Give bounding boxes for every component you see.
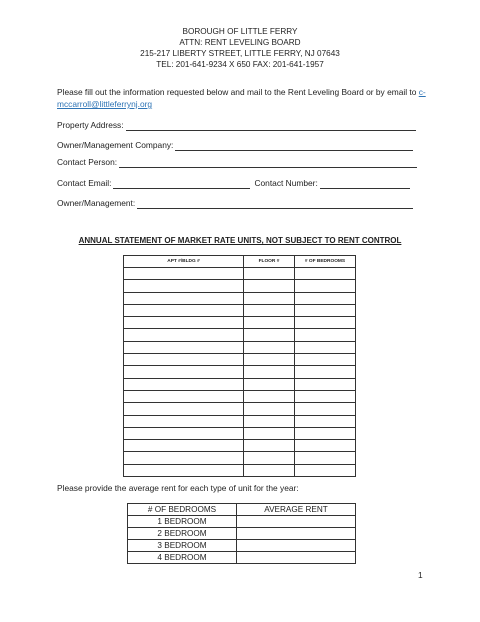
apt-cell[interactable] bbox=[124, 292, 244, 304]
table-row bbox=[124, 427, 356, 439]
bedrooms-cell[interactable] bbox=[295, 292, 356, 304]
floor-cell[interactable] bbox=[244, 440, 295, 452]
contact-email-field bbox=[57, 178, 410, 189]
borough-name: BOROUGH OF LITTLE FERRY bbox=[182, 27, 298, 36]
contact-person-line[interactable] bbox=[119, 158, 417, 168]
floor-cell[interactable] bbox=[244, 464, 295, 476]
table-row bbox=[124, 268, 356, 280]
market-rate-units-table bbox=[123, 255, 356, 477]
floor-cell[interactable] bbox=[244, 403, 295, 415]
apt-cell[interactable] bbox=[124, 354, 244, 366]
table-row bbox=[124, 329, 356, 341]
apt-cell[interactable] bbox=[124, 341, 244, 353]
apt-cell[interactable] bbox=[124, 452, 244, 464]
apt-cell[interactable] bbox=[124, 415, 244, 427]
apt-cell[interactable] bbox=[124, 427, 244, 439]
owner-management-field bbox=[57, 198, 413, 209]
letterhead bbox=[0, 26, 480, 70]
average-rent-table bbox=[127, 503, 356, 564]
table-row bbox=[128, 540, 356, 552]
section-title: ANNUAL STATEMENT OF MARKET RATE UNITS, NOT SUBJECT TO RENT CONTROL bbox=[78, 236, 402, 245]
apt-bldg-header: APT #/BLDG # bbox=[124, 256, 244, 268]
bedrooms-column-header: # OF BEDROOMS bbox=[128, 504, 237, 516]
table-row bbox=[124, 440, 356, 452]
bedroom-type-cell: 2 BEDROOM bbox=[128, 528, 237, 540]
bedrooms-cell[interactable] bbox=[295, 452, 356, 464]
table-row bbox=[124, 403, 356, 415]
contact-email-line[interactable] bbox=[113, 179, 250, 189]
owner-management-label: Owner/Management: bbox=[57, 198, 136, 208]
management-company-field bbox=[57, 140, 413, 151]
contact-number-line[interactable] bbox=[320, 179, 410, 189]
owner-management-line[interactable] bbox=[137, 199, 413, 209]
apt-cell[interactable] bbox=[124, 378, 244, 390]
floor-cell[interactable] bbox=[244, 329, 295, 341]
table-row bbox=[124, 341, 356, 353]
floor-cell[interactable] bbox=[244, 415, 295, 427]
apt-cell[interactable] bbox=[124, 304, 244, 316]
bedrooms-cell[interactable] bbox=[295, 317, 356, 329]
phone-fax: TEL: 201-641-9234 X 650 FAX: 201-641-1957 bbox=[156, 60, 324, 69]
table-row bbox=[124, 390, 356, 402]
table-row bbox=[124, 464, 356, 476]
table-row bbox=[128, 516, 356, 528]
bedroom-type-cell: 3 BEDROOM bbox=[128, 540, 237, 552]
apt-cell[interactable] bbox=[124, 464, 244, 476]
management-company-line[interactable] bbox=[175, 141, 413, 151]
apt-cell[interactable] bbox=[124, 280, 244, 292]
rent-table-header bbox=[128, 504, 356, 516]
contact-email-label: Contact Email: bbox=[57, 178, 112, 188]
property-address-line[interactable] bbox=[126, 121, 416, 131]
apt-cell[interactable] bbox=[124, 403, 244, 415]
bedrooms-cell[interactable] bbox=[295, 341, 356, 353]
table-row bbox=[124, 354, 356, 366]
bedrooms-cell[interactable] bbox=[295, 403, 356, 415]
floor-cell[interactable] bbox=[244, 268, 295, 280]
bedrooms-cell[interactable] bbox=[295, 268, 356, 280]
apt-cell[interactable] bbox=[124, 268, 244, 280]
property-address-label: Property Address: bbox=[57, 120, 124, 130]
bedrooms-cell[interactable] bbox=[295, 427, 356, 439]
bedrooms-cell[interactable] bbox=[295, 304, 356, 316]
bedrooms-cell[interactable] bbox=[295, 390, 356, 402]
bedrooms-cell[interactable] bbox=[295, 329, 356, 341]
street-address: 215-217 LIBERTY STREET, LITTLE FERRY, NJ 07643 bbox=[140, 49, 340, 58]
average-rent-prompt: Please provide the average rent for each type of unit for the year: bbox=[57, 483, 299, 493]
average-rent-column-header: AVERAGE RENT bbox=[237, 504, 356, 516]
floor-cell[interactable] bbox=[244, 341, 295, 353]
apt-cell[interactable] bbox=[124, 329, 244, 341]
bedrooms-header: # OF BEDROOMS bbox=[295, 256, 356, 268]
table-row bbox=[124, 366, 356, 378]
table-row bbox=[124, 304, 356, 316]
floor-cell[interactable] bbox=[244, 390, 295, 402]
property-address-field bbox=[57, 120, 416, 131]
floor-cell[interactable] bbox=[244, 452, 295, 464]
contact-person-field bbox=[57, 157, 417, 168]
table-row bbox=[124, 280, 356, 292]
floor-cell[interactable] bbox=[244, 378, 295, 390]
average-rent-cell[interactable] bbox=[237, 540, 356, 552]
table-row bbox=[128, 528, 356, 540]
apt-cell[interactable] bbox=[124, 366, 244, 378]
bedrooms-cell[interactable] bbox=[295, 366, 356, 378]
contact-number-label: Contact Number: bbox=[254, 178, 318, 188]
bedroom-type-cell: 1 BEDROOM bbox=[128, 516, 237, 528]
floor-cell[interactable] bbox=[244, 280, 295, 292]
table-row bbox=[124, 292, 356, 304]
floor-cell[interactable] bbox=[244, 292, 295, 304]
floor-cell[interactable] bbox=[244, 304, 295, 316]
bedrooms-cell[interactable] bbox=[295, 378, 356, 390]
contact-person-label: Contact Person: bbox=[57, 157, 118, 167]
table-row bbox=[124, 378, 356, 390]
average-rent-cell[interactable] bbox=[237, 552, 356, 564]
table-row bbox=[124, 317, 356, 329]
units-table-header bbox=[124, 256, 356, 268]
attention-line: ATTN: RENT LEVELING BOARD bbox=[179, 38, 301, 47]
average-rent-cell[interactable] bbox=[237, 528, 356, 540]
management-company-label: Owner/Management Company: bbox=[57, 140, 174, 150]
bedrooms-cell[interactable] bbox=[295, 280, 356, 292]
instructions-text: Please fill out the information requested below and mail to the Rent Leveling Board or by email to bbox=[57, 87, 419, 97]
bedrooms-cell[interactable] bbox=[295, 415, 356, 427]
floor-cell[interactable] bbox=[244, 427, 295, 439]
table-row bbox=[124, 415, 356, 427]
table-row bbox=[124, 452, 356, 464]
bedrooms-cell[interactable] bbox=[295, 354, 356, 366]
page-number: 1 bbox=[418, 570, 423, 580]
bedrooms-cell[interactable] bbox=[295, 440, 356, 452]
floor-header: FLOOR # bbox=[244, 256, 295, 268]
apt-cell[interactable] bbox=[124, 440, 244, 452]
apt-cell[interactable] bbox=[124, 317, 244, 329]
floor-cell[interactable] bbox=[244, 366, 295, 378]
bedrooms-cell[interactable] bbox=[295, 464, 356, 476]
apt-cell[interactable] bbox=[124, 390, 244, 402]
instructions-paragraph bbox=[57, 86, 427, 110]
table-row bbox=[128, 552, 356, 564]
bedroom-type-cell: 4 BEDROOM bbox=[128, 552, 237, 564]
floor-cell[interactable] bbox=[244, 354, 295, 366]
floor-cell[interactable] bbox=[244, 317, 295, 329]
email-link[interactable]: c-mccarroll@littleferrynj.org bbox=[57, 87, 426, 109]
average-rent-cell[interactable] bbox=[237, 516, 356, 528]
